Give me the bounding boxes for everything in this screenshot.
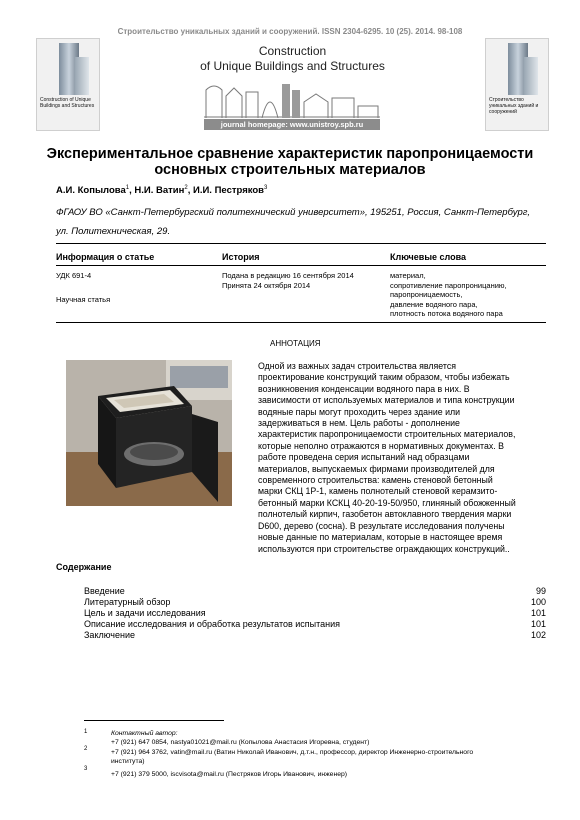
banner-title-line1: Construction	[258, 44, 327, 58]
toc-item-title: Описание исследования и обработка результатов испытания	[84, 619, 341, 629]
keyword: плотность потока водяного пара	[390, 309, 503, 318]
keyword: паропроницаемость,	[390, 290, 463, 299]
udk-code: УДК 691-4	[56, 271, 92, 280]
footnote-contact-label: Контактный автор:	[111, 730, 178, 737]
journal-banner	[36, 38, 549, 131]
toc-item-page: 101	[530, 608, 546, 618]
abstract-heading: АННОТАЦИЯ	[270, 339, 321, 348]
footnote-3: +7 (921) 379 5000, iscvisota@mail.ru (Пестряков Игорь Иванович, инженер)	[111, 771, 348, 778]
author-name: И.И. Пестряков	[193, 185, 265, 197]
footnote-2-line2: института)	[111, 758, 145, 765]
skyline-logo	[204, 82, 380, 118]
author-sup: 3	[264, 185, 268, 191]
footnote-number: 1	[84, 729, 88, 735]
author-name: А.И. Копылова	[56, 185, 126, 197]
keyword: материал,	[390, 271, 426, 280]
toc-item-title: Заключение	[84, 630, 135, 640]
banner-title	[106, 44, 479, 74]
author-sup: 2	[184, 185, 188, 191]
info-table-header-rule	[56, 265, 546, 266]
info-table-bottom-rule	[56, 322, 546, 323]
author-separator: ,	[129, 185, 135, 197]
abstract-line: водяные пары могут проходить через здание или	[258, 406, 461, 417]
submitted-date: Подана в редакцию 16 сентября 2014	[222, 271, 354, 280]
footnote-number: 2	[84, 746, 88, 752]
toc-item-title: Введение	[84, 586, 125, 596]
banner-title-line2: of Unique Buildings and Structures	[200, 59, 385, 73]
footnote-rule	[84, 720, 224, 721]
abstract-line: возникновения конденсации водяного пара в них. В	[258, 383, 470, 394]
cover-title-right: Строительство уникальных зданий и сооружений	[489, 97, 539, 115]
toc-item[interactable]	[84, 619, 546, 630]
footnote-2	[111, 748, 547, 766]
journal-citation-line: Строительство уникальных зданий и сооружений. ISSN 2304-6295. 10 (25). 2014. 98-108	[117, 27, 463, 36]
keyword: сопротивление паропроницанию,	[390, 280, 507, 290]
author-list	[56, 185, 267, 196]
journal-cover-thumbnail-left	[36, 38, 100, 131]
history-col-header: История	[222, 252, 260, 262]
footnote-2-line1: +7 (921) 964 3762, vatin@mail.ru (Ватин Николай Иванович, д.т.н., профессор, директор Инженерно-строительного	[111, 749, 474, 756]
abstract-line: проектирование конструкций таким образом, чтобы избежать	[258, 372, 510, 383]
test-apparatus-photo	[66, 360, 232, 506]
abstract-line: марки СКЦ 1Р-1, камень полнотелый стеновой керамзито-	[258, 486, 498, 497]
keywords-col-header: Ключевые слова	[390, 252, 467, 262]
journal-homepage-link[interactable]: journal homepage: www.unistroy.spb.ru	[204, 119, 380, 130]
affiliation-line1: ФГАОУ ВО «Санкт-Петербургский политехнический университет», 195251, Россия, Санкт-Петербург,	[56, 207, 531, 218]
keyword: давление водяного пара,	[390, 299, 478, 309]
abstract-text	[258, 361, 545, 555]
author-separator: ,	[187, 185, 194, 197]
toc-item[interactable]	[84, 597, 546, 608]
toc-item-title: Литературный обзор	[84, 597, 171, 607]
footnote-1: +7 (921) 647 0854, nastya01021@mail.ru (Копылова Анастасия Игоревна, студент)	[111, 739, 370, 746]
article-title-line2: основных строительных материалов	[154, 162, 426, 178]
abstract-line: Одной из важных задач строительства является	[258, 361, 456, 371]
toc-heading: Содержание	[56, 562, 112, 572]
abstract-line: бетонный марки КСКЦ 40-20-19-50/950, глиняный обожженный	[258, 497, 516, 508]
journal-cover-thumbnail-right	[485, 38, 549, 131]
keywords-list	[390, 271, 507, 319]
abstract-line: материалов, выпускаемых фирмами производителей для	[258, 463, 495, 474]
toc-item-page: 99	[535, 586, 546, 596]
abstract-line: задерживаться в нем. Цель работы - дополнение	[258, 418, 460, 429]
cover-title-left: Construction of Unique Buildings and Structures	[40, 97, 95, 109]
toc-item[interactable]	[84, 608, 546, 619]
author-sup: 1	[125, 185, 130, 191]
author-name: Н.И. Ватин	[134, 185, 185, 197]
abstract-line: зависимости от используемых материалов и типа конструкции	[258, 395, 515, 406]
info-col-header: Информация о статье	[56, 252, 155, 262]
affiliation	[56, 203, 546, 241]
abstract-line: новые данные по материалам, которые в настоящее время	[258, 532, 503, 543]
abstract-line: работе проведена серия испытаний над образцами	[258, 452, 470, 463]
info-table-top-rule	[56, 243, 546, 244]
toc-item-title: Цель и задачи исследования	[84, 608, 206, 618]
abstract-line: используются при строительстве ограждающих конструкций..	[258, 543, 510, 554]
toc-item-page: 102	[530, 630, 546, 640]
article-type: Научная статья	[56, 295, 111, 304]
toc-item-page: 100	[530, 597, 546, 607]
abstract-line: полнотелый кирпич, газобетон автоклавного твердения марки	[258, 509, 512, 520]
abstract-line: которые неполно отражаются в нормативных документах. В	[258, 440, 504, 451]
toc-item[interactable]	[84, 630, 546, 641]
toc-item[interactable]	[84, 586, 546, 597]
accepted-date: Принята 24 октября 2014	[222, 281, 311, 290]
abstract-line: современного строительства: камень стеновой бетонный	[258, 475, 493, 486]
abstract-line: характеристик паропроницаемости строительных материалов,	[258, 429, 516, 440]
toc-item-page: 101	[530, 619, 546, 629]
article-title	[40, 146, 540, 178]
article-title-line1: Экспериментальное сравнение характеристик паропроницаемости	[46, 146, 534, 162]
footnote-number: 3	[84, 766, 88, 772]
abstract-line: D600, дерево (сосна). В результате исследования получены	[258, 520, 505, 531]
affiliation-line2: ул. Политехническая, 29.	[56, 226, 171, 237]
